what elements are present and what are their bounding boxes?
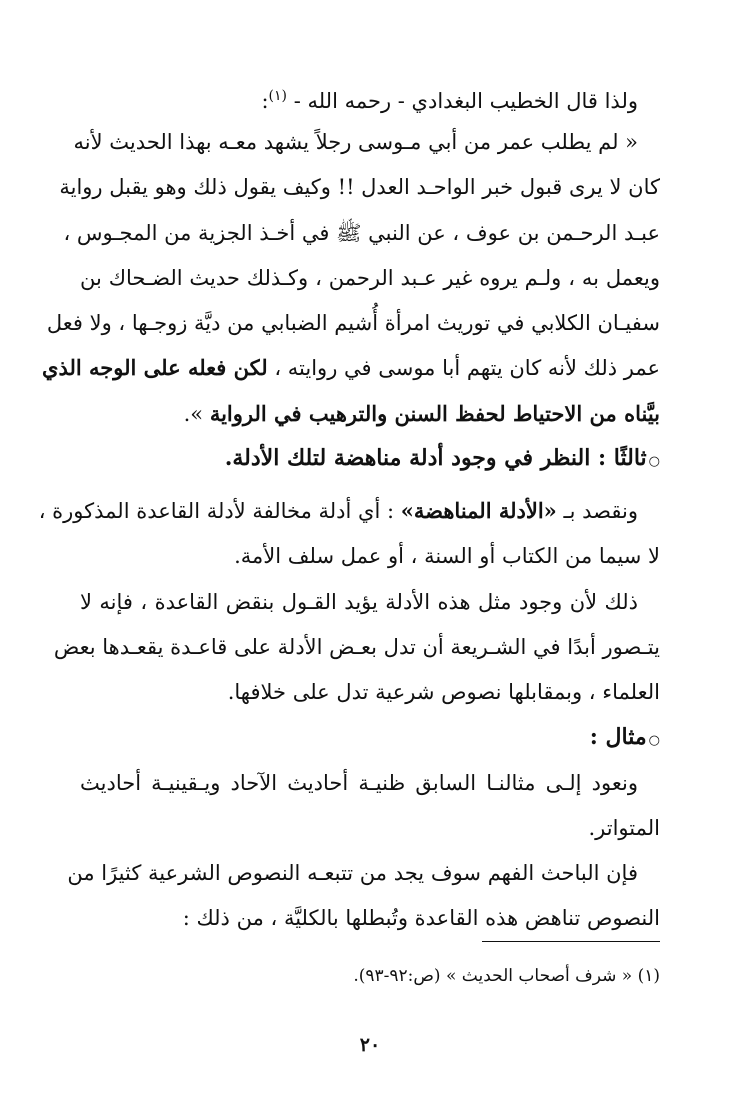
text-line-13: يتـصور أبدًا في الشـريعة أن تدل بعـض الأدلة على قاعـدة يقعـدها بعض <box>53 635 660 659</box>
text-line-19: النصوص تناهض هذه القاعدة وتُبطلها بالكليَّة ، من ذلك : <box>182 906 660 930</box>
text-line-8 <box>80 394 660 434</box>
text-line-6: سفيـان الكلابي في توريث امرأة أُشيم الضبابي من ديَّة زوجـها ، ولا فعل <box>46 311 660 335</box>
text-line-1 <box>80 76 660 116</box>
text-span: : <box>261 89 269 113</box>
text-line-16: ونعود إلـى مثالنـا السابق ظنيـة أحاديث الآحاد ويـقينيـة أحاديث <box>80 771 638 795</box>
text-line-7 <box>42 348 660 388</box>
section-heading-example <box>80 717 660 757</box>
footnote-divider <box>482 941 660 942</box>
text-span: عمر ذلك لأنه كان يتهم أبا موسى في روايته ، <box>274 356 660 380</box>
circle-bullet-icon: ○ <box>648 733 660 748</box>
term-text: «الأدلة المناهضة» <box>400 498 557 523</box>
text-line-18: فإن الباحث الفهم سوف يجد من تتبعـه النصوص الشرعية كثيرًا من <box>67 861 638 885</box>
text-line-12: ذلك لأن وجود مثل هذه الأدلة يؤيد القـول بنقض القاعدة ، فإنه لا <box>80 590 638 614</box>
text-line-5: ويعمل به ، ولـم يروه غير عـبد الرحمن ، وكـذلك حديث الضـحاك بن <box>80 266 660 290</box>
footnote-reference[interactable]: (١) <box>268 88 288 104</box>
emphasized-text: بيَّناه من الاحتياط لحفظ السنن والترهيب في الرواية <box>209 401 660 426</box>
footnote: (١) « شرف أصحاب الحديث » (ص:٩٢-٩٣). <box>353 966 660 986</box>
text-span: ولذا قال الخطيب البغدادي - رحمه الله - <box>293 89 638 113</box>
text-span: : أي أدلة مخالفة لأدلة القاعدة المذكورة ، <box>38 499 395 523</box>
page-number: ٢٠ <box>359 1034 381 1056</box>
text-line-11: لا سيما من الكتاب أو السنة ، أو عمل سلف الأمة. <box>234 544 660 568</box>
text-line-17: المتواتر. <box>588 816 660 840</box>
heading-text: ثالثًا : النظر في وجود أدلة مناهضة لتلك الأدلة. <box>224 445 647 471</box>
heading-text: مثال : <box>589 724 647 750</box>
text-span: ونقصد بـ <box>563 499 638 523</box>
section-heading-third <box>80 438 660 478</box>
document-page <box>38 0 660 1098</box>
text-span: ». <box>183 402 204 426</box>
text-line-10 <box>38 491 660 531</box>
text-line-14: العلماء ، وبمقابلها نصوص شرعية تدل على خلافها. <box>227 680 660 704</box>
text-line-4: عبـد الرحـمن بن عوف ، عن النبي ﷺ في أخـذ الجزية من المجـوس ، <box>63 221 660 245</box>
emphasized-text: لكن فعله على الوجه الذي <box>42 355 268 380</box>
circle-bullet-icon: ○ <box>648 454 660 469</box>
text-line-3: كان لا يرى قبول خبر الواحـد العدل !! وكيف يقول ذلك وهو يقبل رواية <box>59 175 660 199</box>
text-line-2: « لم يطلب عمر من أبي مـوسى رجلاً يشهد معـه بهذا الحديث لأنه <box>73 130 638 154</box>
